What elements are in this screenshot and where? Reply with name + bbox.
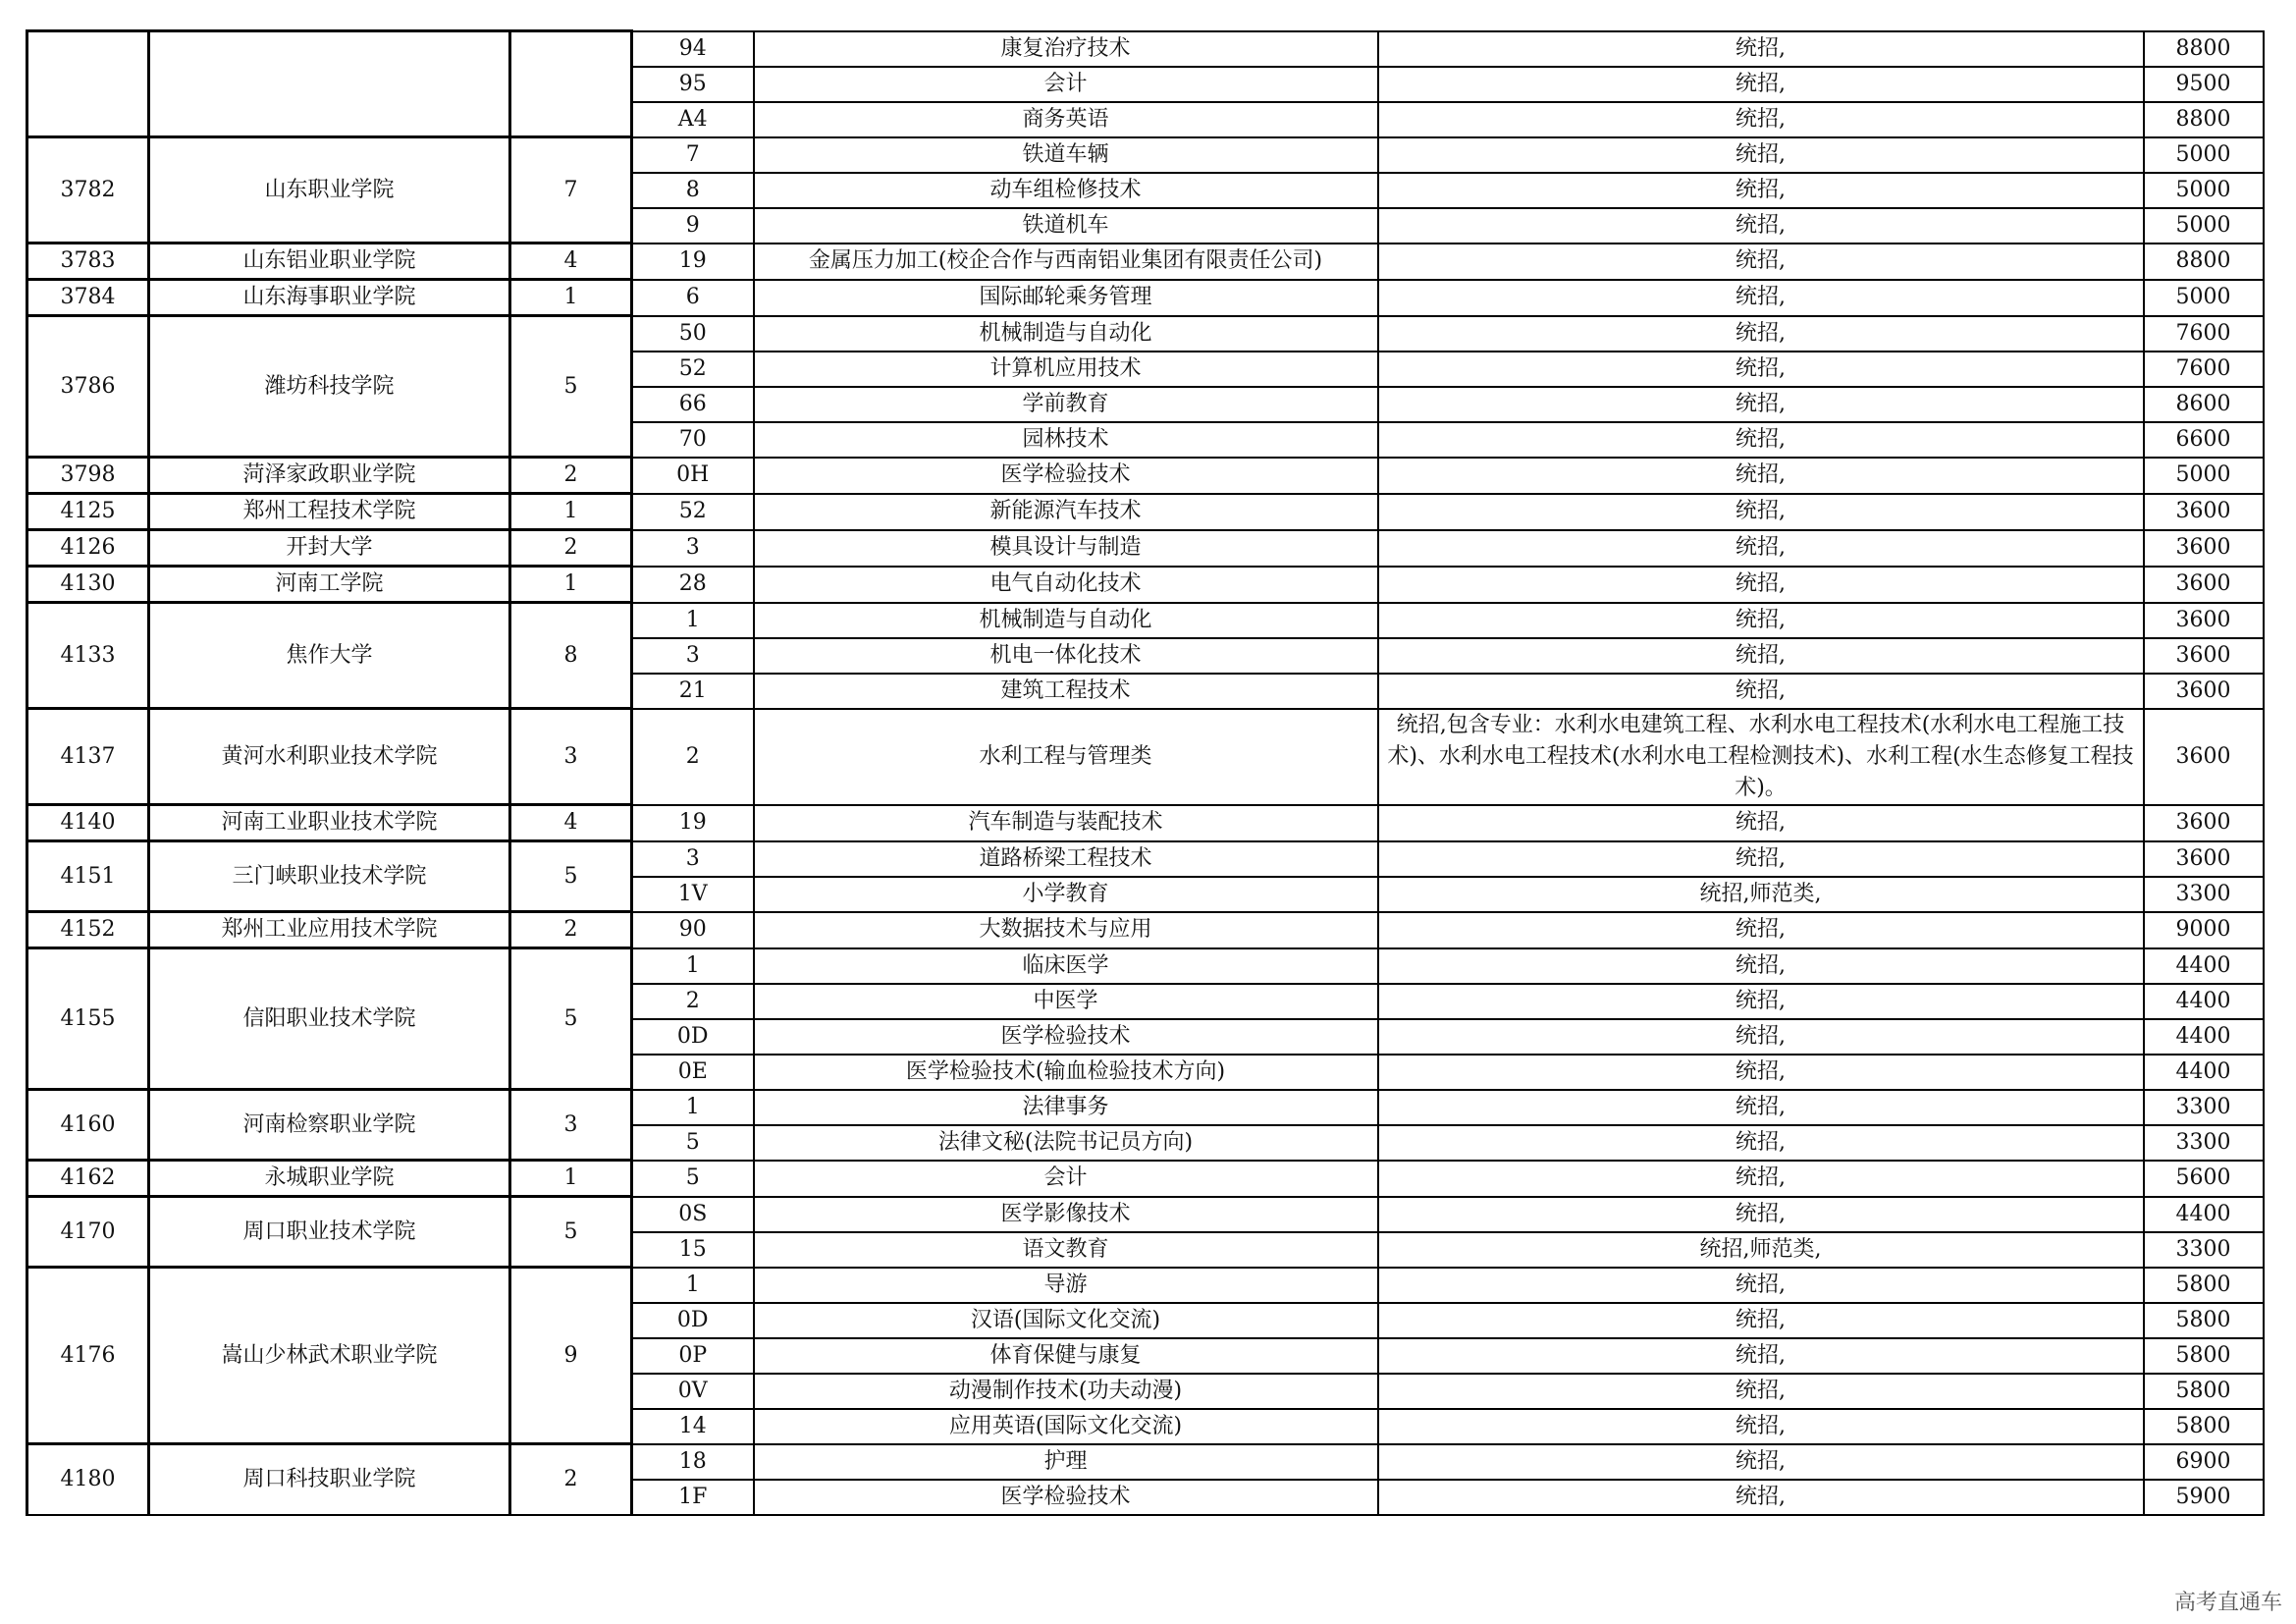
tuition-cell: 3600 — [2144, 530, 2264, 567]
tuition-cell: 7600 — [2144, 316, 2264, 352]
school-code-cell: 4155 — [27, 948, 149, 1090]
major-code-cell: 14 — [632, 1409, 754, 1444]
major-code-cell: 1 — [632, 1090, 754, 1125]
major-name-cell: 医学检验技术 — [754, 1480, 1378, 1515]
tuition-cell: 8800 — [2144, 102, 2264, 137]
school-name-cell: 周口职业技术学院 — [149, 1197, 510, 1268]
plan-count-cell: 5 — [510, 316, 632, 458]
remark-cell: 统招, — [1378, 208, 2144, 244]
school-name-cell: 河南检察职业学院 — [149, 1090, 510, 1161]
tuition-cell: 8600 — [2144, 387, 2264, 422]
remark-cell: 统招, — [1378, 1444, 2144, 1480]
school-code-cell: 4160 — [27, 1090, 149, 1161]
plan-count-cell: 2 — [510, 912, 632, 948]
major-name-cell: 电气自动化技术 — [754, 567, 1378, 603]
enrollment-table — [26, 29, 2265, 1516]
major-name-cell: 学前教育 — [754, 387, 1378, 422]
major-code-cell: 5 — [632, 1161, 754, 1197]
remark-cell: 统招,包含专业：水利水电建筑工程、水利水电工程技术(水利水电工程施工技术)、水利水电工程技术(水利水电工程检测技术)、水利工程(水生态修复工程技术)。 — [1378, 709, 2144, 805]
table-row — [27, 1444, 2264, 1480]
plan-count-cell: 9 — [510, 1268, 632, 1444]
tuition-cell: 7600 — [2144, 352, 2264, 387]
remark-cell: 统招, — [1378, 805, 2144, 841]
table-body — [27, 31, 2264, 1515]
tuition-cell: 8800 — [2144, 31, 2264, 67]
remark-cell: 统招, — [1378, 1268, 2144, 1303]
remark-cell: 统招, — [1378, 173, 2144, 208]
major-code-cell: 52 — [632, 494, 754, 530]
major-name-cell: 金属压力加工(校企合作与西南铝业集团有限责任公司) — [754, 244, 1378, 280]
major-name-cell: 应用英语(国际文化交流) — [754, 1409, 1378, 1444]
school-name-cell: 潍坊科技学院 — [149, 316, 510, 458]
school-name-cell: 开封大学 — [149, 530, 510, 567]
major-name-cell: 临床医学 — [754, 948, 1378, 984]
plan-count-cell: 5 — [510, 1197, 632, 1268]
school-code-cell: 4176 — [27, 1268, 149, 1444]
table-row — [27, 137, 2264, 173]
major-name-cell: 动车组检修技术 — [754, 173, 1378, 208]
tuition-cell: 8800 — [2144, 244, 2264, 280]
remark-cell: 统招, — [1378, 316, 2144, 352]
major-name-cell: 会计 — [754, 1161, 1378, 1197]
major-name-cell: 康复治疗技术 — [754, 31, 1378, 67]
major-code-cell: 6 — [632, 280, 754, 316]
remark-cell: 统招, — [1378, 948, 2144, 984]
table-row — [27, 709, 2264, 805]
major-code-cell: 0D — [632, 1019, 754, 1055]
tuition-cell: 3300 — [2144, 877, 2264, 912]
school-code-cell: 4125 — [27, 494, 149, 530]
table-row — [27, 603, 2264, 638]
school-name-cell: 山东铝业职业学院 — [149, 244, 510, 280]
remark-cell: 统招, — [1378, 1480, 2144, 1515]
major-code-cell: 0P — [632, 1338, 754, 1374]
school-code-cell: 4151 — [27, 841, 149, 912]
school-name-cell: 黄河水利职业技术学院 — [149, 709, 510, 805]
school-name-cell: 山东海事职业学院 — [149, 280, 510, 316]
major-name-cell: 计算机应用技术 — [754, 352, 1378, 387]
school-code-cell: 4130 — [27, 567, 149, 603]
remark-cell: 统招, — [1378, 1374, 2144, 1409]
table-row — [27, 567, 2264, 603]
major-name-cell: 医学检验技术(输血检验技术方向) — [754, 1055, 1378, 1090]
major-code-cell: 2 — [632, 984, 754, 1019]
major-name-cell: 动漫制作技术(功夫动漫) — [754, 1374, 1378, 1409]
remark-cell: 统招, — [1378, 674, 2144, 709]
remark-cell: 统招, — [1378, 1161, 2144, 1197]
remark-cell: 统招, — [1378, 352, 2144, 387]
tuition-cell: 4400 — [2144, 1019, 2264, 1055]
tuition-cell: 4400 — [2144, 948, 2264, 984]
school-code-cell: 4133 — [27, 603, 149, 709]
tuition-cell: 5800 — [2144, 1338, 2264, 1374]
school-name-cell: 山东职业学院 — [149, 137, 510, 244]
plan-count-cell: 5 — [510, 948, 632, 1090]
major-code-cell: 3 — [632, 638, 754, 674]
major-code-cell: 0H — [632, 458, 754, 494]
plan-count-cell: 3 — [510, 709, 632, 805]
remark-cell: 统招, — [1378, 1125, 2144, 1161]
tuition-cell: 5000 — [2144, 137, 2264, 173]
table-row — [27, 1090, 2264, 1125]
major-name-cell: 建筑工程技术 — [754, 674, 1378, 709]
school-name-cell: 周口科技职业学院 — [149, 1444, 510, 1515]
table-row — [27, 280, 2264, 316]
school-code-cell: 3798 — [27, 458, 149, 494]
major-code-cell: 0S — [632, 1197, 754, 1232]
school-code-cell: 4180 — [27, 1444, 149, 1515]
tuition-cell: 9000 — [2144, 912, 2264, 948]
major-name-cell: 国际邮轮乘务管理 — [754, 280, 1378, 316]
school-code-cell: 3784 — [27, 280, 149, 316]
tuition-cell: 3300 — [2144, 1232, 2264, 1268]
major-code-cell: 3 — [632, 841, 754, 877]
tuition-cell: 3600 — [2144, 638, 2264, 674]
school-code-cell: 4162 — [27, 1161, 149, 1197]
major-code-cell: 18 — [632, 1444, 754, 1480]
major-name-cell: 小学教育 — [754, 877, 1378, 912]
major-name-cell: 法律事务 — [754, 1090, 1378, 1125]
major-code-cell: 28 — [632, 567, 754, 603]
tuition-cell: 5800 — [2144, 1409, 2264, 1444]
school-code-cell: 3786 — [27, 316, 149, 458]
remark-cell: 统招, — [1378, 1338, 2144, 1374]
tuition-cell: 5800 — [2144, 1303, 2264, 1338]
major-name-cell: 医学检验技术 — [754, 1019, 1378, 1055]
major-code-cell: A4 — [632, 102, 754, 137]
tuition-cell: 6600 — [2144, 422, 2264, 458]
tuition-cell: 5000 — [2144, 458, 2264, 494]
major-name-cell: 模具设计与制造 — [754, 530, 1378, 567]
school-name-cell: 信阳职业技术学院 — [149, 948, 510, 1090]
watermark-text: 高考直通车 — [2173, 1591, 2282, 1615]
table-row — [27, 948, 2264, 984]
major-name-cell: 医学影像技术 — [754, 1197, 1378, 1232]
school-name-cell: 郑州工业应用技术学院 — [149, 912, 510, 948]
remark-cell: 统招, — [1378, 1090, 2144, 1125]
tuition-cell: 4400 — [2144, 1055, 2264, 1090]
remark-cell: 统招, — [1378, 603, 2144, 638]
table-row — [27, 316, 2264, 352]
tuition-cell: 3300 — [2144, 1090, 2264, 1125]
plan-count-cell: 5 — [510, 841, 632, 912]
tuition-cell: 4400 — [2144, 1197, 2264, 1232]
remark-cell: 统招, — [1378, 387, 2144, 422]
major-code-cell: 0V — [632, 1374, 754, 1409]
remark-cell: 统招, — [1378, 638, 2144, 674]
school-name-cell: 焦作大学 — [149, 603, 510, 709]
major-code-cell: 1 — [632, 1268, 754, 1303]
remark-cell: 统招, — [1378, 567, 2144, 603]
tuition-cell: 5900 — [2144, 1480, 2264, 1515]
tuition-cell: 3600 — [2144, 603, 2264, 638]
plan-count-cell: 8 — [510, 603, 632, 709]
major-name-cell: 水利工程与管理类 — [754, 709, 1378, 805]
tuition-cell: 9500 — [2144, 67, 2264, 102]
remark-cell: 统招, — [1378, 530, 2144, 567]
major-code-cell: 0E — [632, 1055, 754, 1090]
major-name-cell: 会计 — [754, 67, 1378, 102]
major-code-cell: 1F — [632, 1480, 754, 1515]
major-name-cell: 园林技术 — [754, 422, 1378, 458]
tuition-cell: 4400 — [2144, 984, 2264, 1019]
remark-cell: 统招, — [1378, 31, 2144, 67]
school-code-cell: 4126 — [27, 530, 149, 567]
remark-cell: 统招, — [1378, 1197, 2144, 1232]
plan-count-cell: 4 — [510, 244, 632, 280]
major-code-cell: 50 — [632, 316, 754, 352]
plan-count-cell: 7 — [510, 137, 632, 244]
school-name-cell: 永城职业学院 — [149, 1161, 510, 1197]
school-code-cell — [27, 31, 149, 137]
remark-cell: 统招, — [1378, 1409, 2144, 1444]
remark-cell: 统招, — [1378, 841, 2144, 877]
major-name-cell: 大数据技术与应用 — [754, 912, 1378, 948]
tuition-cell: 3600 — [2144, 805, 2264, 841]
major-code-cell: 19 — [632, 805, 754, 841]
major-code-cell: 94 — [632, 31, 754, 67]
major-code-cell: 21 — [632, 674, 754, 709]
plan-count-cell: 2 — [510, 1444, 632, 1515]
table-row — [27, 244, 2264, 280]
school-name-cell: 河南工业职业技术学院 — [149, 805, 510, 841]
major-name-cell: 机械制造与自动化 — [754, 603, 1378, 638]
major-code-cell: 7 — [632, 137, 754, 173]
major-code-cell: 8 — [632, 173, 754, 208]
major-code-cell: 95 — [632, 67, 754, 102]
school-name-cell: 菏泽家政职业学院 — [149, 458, 510, 494]
major-name-cell: 铁道机车 — [754, 208, 1378, 244]
remark-cell: 统招, — [1378, 494, 2144, 530]
school-name-cell: 三门峡职业技术学院 — [149, 841, 510, 912]
school-code-cell: 4137 — [27, 709, 149, 805]
tuition-cell: 5000 — [2144, 208, 2264, 244]
plan-count-cell: 1 — [510, 280, 632, 316]
school-name-cell — [149, 31, 510, 137]
major-code-cell: 3 — [632, 530, 754, 567]
table-row — [27, 458, 2264, 494]
major-code-cell: 15 — [632, 1232, 754, 1268]
remark-cell: 统招,师范类, — [1378, 1232, 2144, 1268]
tuition-cell: 3300 — [2144, 1125, 2264, 1161]
school-code-cell: 4170 — [27, 1197, 149, 1268]
remark-cell: 统招, — [1378, 67, 2144, 102]
table-row — [27, 841, 2264, 877]
tuition-cell: 5800 — [2144, 1268, 2264, 1303]
major-code-cell: 1V — [632, 877, 754, 912]
major-code-cell: 70 — [632, 422, 754, 458]
tuition-cell: 5800 — [2144, 1374, 2264, 1409]
major-name-cell: 中医学 — [754, 984, 1378, 1019]
plan-count-cell: 1 — [510, 1161, 632, 1197]
remark-cell: 统招, — [1378, 422, 2144, 458]
remark-cell: 统招, — [1378, 458, 2144, 494]
plan-count-cell: 3 — [510, 1090, 632, 1161]
plan-count-cell: 2 — [510, 530, 632, 567]
major-code-cell: 2 — [632, 709, 754, 805]
remark-cell: 统招, — [1378, 1055, 2144, 1090]
table-row — [27, 1161, 2264, 1197]
major-name-cell: 护理 — [754, 1444, 1378, 1480]
major-name-cell: 机械制造与自动化 — [754, 316, 1378, 352]
major-name-cell: 导游 — [754, 1268, 1378, 1303]
tuition-cell: 3600 — [2144, 567, 2264, 603]
major-name-cell: 汉语(国际文化交流) — [754, 1303, 1378, 1338]
major-name-cell: 汽车制造与装配技术 — [754, 805, 1378, 841]
remark-cell: 统招, — [1378, 912, 2144, 948]
tuition-cell: 5600 — [2144, 1161, 2264, 1197]
major-code-cell: 0D — [632, 1303, 754, 1338]
remark-cell: 统招, — [1378, 137, 2144, 173]
plan-count-cell — [510, 31, 632, 137]
major-name-cell: 机电一体化技术 — [754, 638, 1378, 674]
tuition-cell: 3600 — [2144, 494, 2264, 530]
major-name-cell: 语文教育 — [754, 1232, 1378, 1268]
plan-count-cell: 4 — [510, 805, 632, 841]
remark-cell: 统招, — [1378, 1019, 2144, 1055]
major-code-cell: 19 — [632, 244, 754, 280]
school-code-cell: 4140 — [27, 805, 149, 841]
major-name-cell: 道路桥梁工程技术 — [754, 841, 1378, 877]
plan-count-cell: 2 — [510, 458, 632, 494]
plan-count-cell: 1 — [510, 567, 632, 603]
major-name-cell: 体育保健与康复 — [754, 1338, 1378, 1374]
remark-cell: 统招, — [1378, 102, 2144, 137]
school-code-cell: 3783 — [27, 244, 149, 280]
table-row — [27, 912, 2264, 948]
table-row — [27, 805, 2264, 841]
major-code-cell: 90 — [632, 912, 754, 948]
table-row — [27, 530, 2264, 567]
major-name-cell: 法律文秘(法院书记员方向) — [754, 1125, 1378, 1161]
remark-cell: 统招, — [1378, 280, 2144, 316]
plan-count-cell: 1 — [510, 494, 632, 530]
major-name-cell: 医学检验技术 — [754, 458, 1378, 494]
school-name-cell: 嵩山少林武术职业学院 — [149, 1268, 510, 1444]
school-name-cell: 河南工学院 — [149, 567, 510, 603]
major-name-cell: 商务英语 — [754, 102, 1378, 137]
school-code-cell: 3782 — [27, 137, 149, 244]
major-code-cell: 9 — [632, 208, 754, 244]
school-name-cell: 郑州工程技术学院 — [149, 494, 510, 530]
school-code-cell: 4152 — [27, 912, 149, 948]
table-row — [27, 1197, 2264, 1232]
remark-cell: 统招, — [1378, 984, 2144, 1019]
remark-cell: 统招,师范类, — [1378, 877, 2144, 912]
major-code-cell: 52 — [632, 352, 754, 387]
major-name-cell: 铁道车辆 — [754, 137, 1378, 173]
tuition-cell: 3600 — [2144, 841, 2264, 877]
tuition-cell: 3600 — [2144, 709, 2264, 805]
major-code-cell: 1 — [632, 948, 754, 984]
table-row — [27, 31, 2264, 67]
major-name-cell: 新能源汽车技术 — [754, 494, 1378, 530]
tuition-cell: 3600 — [2144, 674, 2264, 709]
tuition-cell: 5000 — [2144, 173, 2264, 208]
table-row — [27, 494, 2264, 530]
major-code-cell: 66 — [632, 387, 754, 422]
tuition-cell: 6900 — [2144, 1444, 2264, 1480]
remark-cell: 统招, — [1378, 1303, 2144, 1338]
major-code-cell: 5 — [632, 1125, 754, 1161]
table-row — [27, 1268, 2264, 1303]
tuition-cell: 5000 — [2144, 280, 2264, 316]
remark-cell: 统招, — [1378, 244, 2144, 280]
major-code-cell: 1 — [632, 603, 754, 638]
